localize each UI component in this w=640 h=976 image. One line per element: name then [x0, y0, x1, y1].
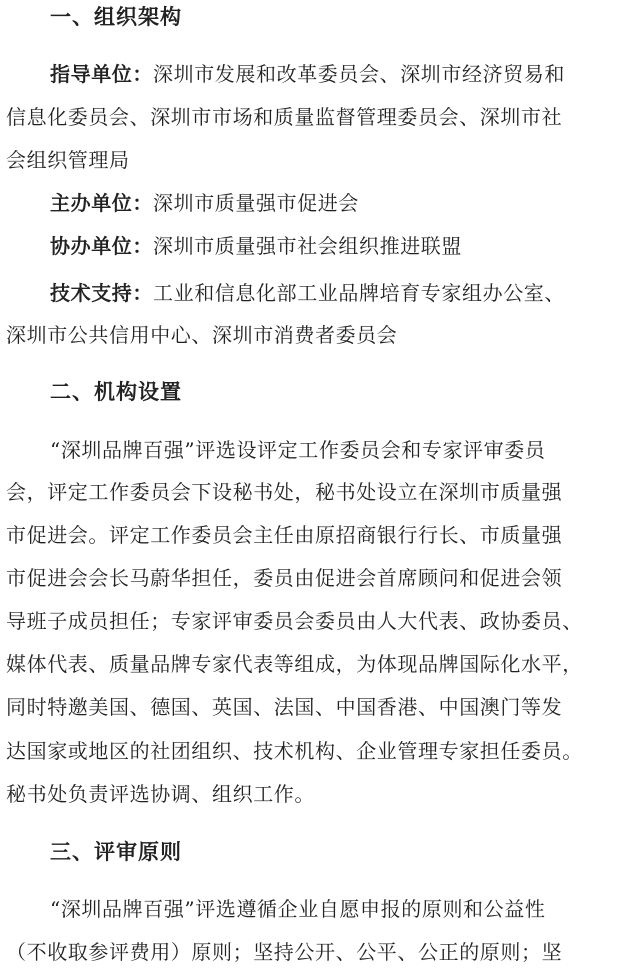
guidance-units-line-2: 信息化委员会、深圳市市场和质量监督管理委员会、深圳市社: [6, 105, 563, 129]
structure-paragraph-line: 同时特邀美国、德国、英国、法国、中国香港、中国澳门等发: [6, 695, 563, 719]
host-unit-text: 深圳市质量强市促进会: [153, 191, 359, 215]
tech-support-text: 工业和信息化部工业品牌培育专家组办公室、: [153, 281, 565, 305]
section-heading-structure: 二、机构设置: [50, 380, 182, 404]
structure-paragraph-line: 市促进会会长马蔚华担任，委员由促进会首席顾问和促进会领: [6, 566, 563, 590]
cohost-unit-line: [0, 232, 640, 260]
guidance-units-text: 深圳市发展和改革委员会、深圳市经济贸易和: [153, 62, 565, 86]
structure-paragraph-line: 导班子成员担任；专家评审委员会委员由人大代表、政协委员、: [6, 609, 583, 633]
structure-paragraph-line: 媒体代表、质量品牌专家代表等组成，为体现品牌国际化水平，: [6, 652, 583, 676]
section-heading-principles: 三、评审原则: [50, 840, 182, 864]
structure-paragraph-line: “深圳品牌百强”评选设评定工作委员会和专家评审委员: [50, 438, 546, 462]
principles-paragraph-line: “深圳品牌百强”评选遵循企业自愿申报的原则和公益性: [50, 897, 546, 921]
guidance-units-label: 指导单位：: [50, 62, 153, 86]
tech-support-line-1: [0, 279, 640, 307]
structure-paragraph-line: 秘书处负责评选协调、组织工作。: [6, 782, 315, 806]
guidance-units-line-1: [0, 60, 640, 88]
structure-paragraph-line: 会，评定工作委员会下设秘书处，秘书处设立在深圳市质量强: [6, 480, 563, 504]
host-unit-label: 主办单位：: [50, 191, 153, 215]
tech-support-label: 技术支持：: [50, 281, 153, 305]
section-heading-organization: 一、组织架构: [50, 5, 182, 29]
structure-paragraph-line: 市促进会。评定工作委员会主任由原招商银行行长、市质量强: [6, 523, 563, 547]
structure-paragraph-line: 达国家或地区的社团组织、技术机构、企业管理专家担任委员。: [6, 739, 583, 763]
host-unit-line: [0, 189, 640, 217]
cohost-unit-text: 深圳市质量强市社会组织推进联盟: [153, 234, 462, 258]
cohost-unit-label: 协办单位：: [50, 234, 153, 258]
guidance-units-line-3: 会组织管理局: [6, 148, 130, 172]
principles-paragraph-line: （不收取参评费用）原则；坚持公开、公平、公正的原则；坚: [6, 940, 563, 964]
tech-support-line-2: 深圳市公共信用中心、深圳市消费者委员会: [6, 323, 398, 347]
